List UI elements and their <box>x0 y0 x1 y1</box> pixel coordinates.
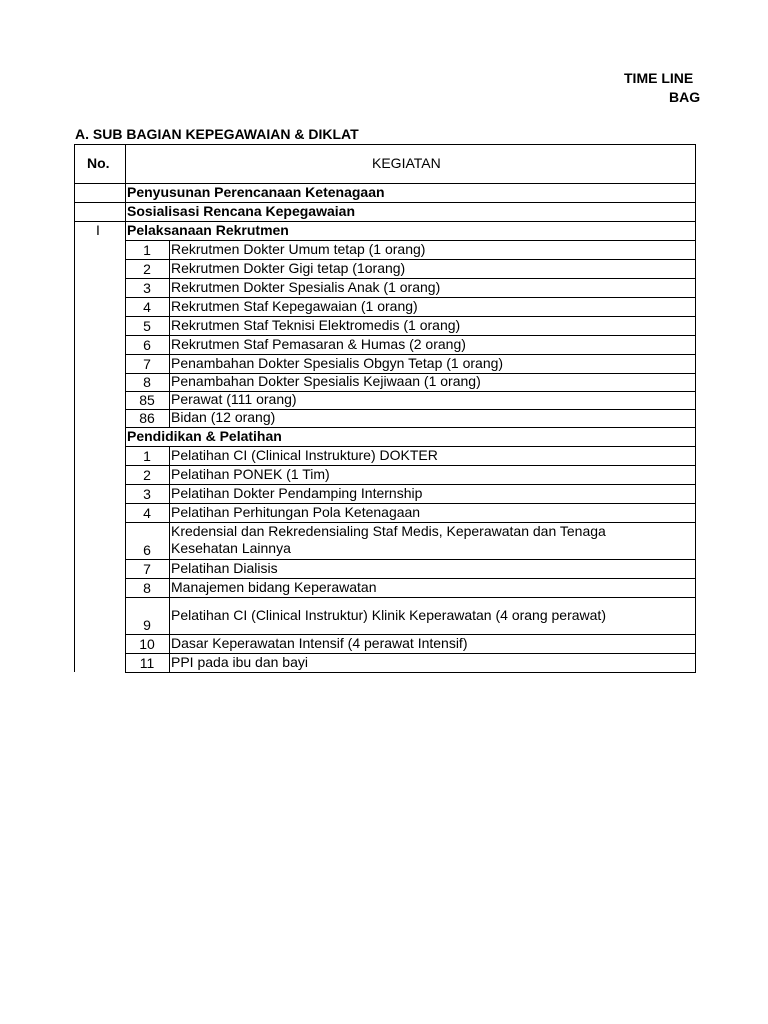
sub-number: 1 <box>143 242 151 258</box>
sub-number: 7 <box>143 356 151 372</box>
activity-text: Bidan (12 orang) <box>171 409 276 425</box>
activity-text: Rekrutmen Dokter Umum tetap (1 orang) <box>171 241 426 257</box>
sub-column-divider <box>169 578 170 597</box>
activity-text: Rekrutmen Dokter Spesialis Anak (1 orang) <box>171 279 441 295</box>
sub-column-divider <box>169 373 170 391</box>
sub-number: 7 <box>143 561 151 577</box>
activity-text: Pelatihan CI (Clinical Instrukture) DOKTER <box>171 447 438 463</box>
section-title-fragment: BAG <box>669 89 701 105</box>
activity-text: Pendidikan & Pelatihan <box>127 428 282 444</box>
activity-text: Sosialisasi Rencana Kepegawaian <box>127 203 355 219</box>
sub-column-divider <box>169 597 170 634</box>
sub-column-divider <box>169 559 170 578</box>
sub-number: 3 <box>143 486 151 502</box>
sub-column-divider <box>169 335 170 354</box>
sub-column-divider <box>169 653 170 672</box>
sub-number: 8 <box>143 374 151 390</box>
activity-text-continued: Kesehatan Lainnya <box>171 540 291 556</box>
sub-number: 2 <box>143 261 151 277</box>
sub-number: 6 <box>143 542 151 558</box>
activity-text: Rekrutmen Staf Teknisi Elektromedis (1 orang) <box>171 317 461 333</box>
activity-text: Pelatihan PONEK (1 Tim) <box>171 466 330 482</box>
sub-number: 6 <box>143 337 151 353</box>
row-divider <box>125 672 696 673</box>
activity-text: Rekrutmen Staf Kepegawaian (1 orang) <box>171 298 418 314</box>
row-number: I <box>96 222 100 238</box>
activity-text: Pelatihan Dokter Pendamping Internship <box>171 485 423 501</box>
activity-text: Pelatihan Dialisis <box>171 560 278 576</box>
column-header-no: No. <box>87 155 110 171</box>
activity-text: Pelaksanaan Rekrutmen <box>127 222 289 238</box>
activity-text: Penambahan Dokter Spesialis Obgyn Tetap (1 orang) <box>171 355 504 371</box>
activity-text: Pelatihan Perhitungan Pola Ketenagaan <box>171 504 421 520</box>
activity-text: Dasar Keperawatan Intensif (4 perawat Intensif) <box>171 635 468 651</box>
sub-number: 9 <box>143 617 151 633</box>
activity-text: Pelatihan CI (Clinical Instruktur) Klinik Keperawatan (4 orang perawat) <box>171 607 606 623</box>
sub-column-divider <box>169 240 170 259</box>
sub-column-divider <box>169 484 170 503</box>
sub-column-divider <box>169 354 170 373</box>
activity-text: Perawat (111 orang) <box>171 391 297 407</box>
sub-column-divider <box>169 316 170 335</box>
subsection-title: A. SUB BAGIAN KEPEGAWAIAN & DIKLAT <box>75 126 359 142</box>
row-divider <box>125 597 696 598</box>
sub-number: 2 <box>143 467 151 483</box>
sub-column-divider <box>169 391 170 409</box>
sub-number: 10 <box>139 636 155 652</box>
sub-number: 4 <box>143 299 151 315</box>
activity-text: Rekrutmen Dokter Gigi tetap (1orang) <box>171 260 406 276</box>
sub-number: 1 <box>143 448 151 464</box>
sub-number: 8 <box>143 580 151 596</box>
table-border-left <box>74 144 75 672</box>
activity-text: Penyusunan Perencanaan Ketenagaan <box>127 184 385 200</box>
sub-column-divider <box>169 465 170 484</box>
activity-text: PPI pada ibu dan bayi <box>171 654 308 670</box>
sub-column-divider <box>169 259 170 278</box>
column-header-kegiatan: KEGIATAN <box>372 155 441 171</box>
sub-column-divider <box>169 634 170 653</box>
sub-number: 85 <box>139 392 155 408</box>
sub-number: 4 <box>143 505 151 521</box>
sub-number: 11 <box>139 655 155 671</box>
sub-column-divider <box>169 446 170 465</box>
table-border-top <box>74 144 696 145</box>
sub-column-divider <box>169 503 170 522</box>
activity-text: Penambahan Dokter Spesialis Kejiwaan (1 orang) <box>171 373 481 389</box>
sub-number: 5 <box>143 318 151 334</box>
timeline-title: TIME LINE <box>624 70 694 86</box>
sub-number: 86 <box>139 410 155 426</box>
sub-column-divider <box>169 522 170 559</box>
sub-number: 3 <box>143 280 151 296</box>
activity-text: Rekrutmen Staf Pemasaran & Humas (2 orang) <box>171 336 466 352</box>
sub-column-divider <box>169 409 170 427</box>
sub-column-divider <box>169 278 170 297</box>
activity-text: Manajemen bidang Keperawatan <box>171 579 377 595</box>
sub-column-divider <box>169 297 170 316</box>
activity-text: Kredensial dan Rekredensialing Staf Medis, Keperawatan dan Tenaga <box>171 523 606 539</box>
